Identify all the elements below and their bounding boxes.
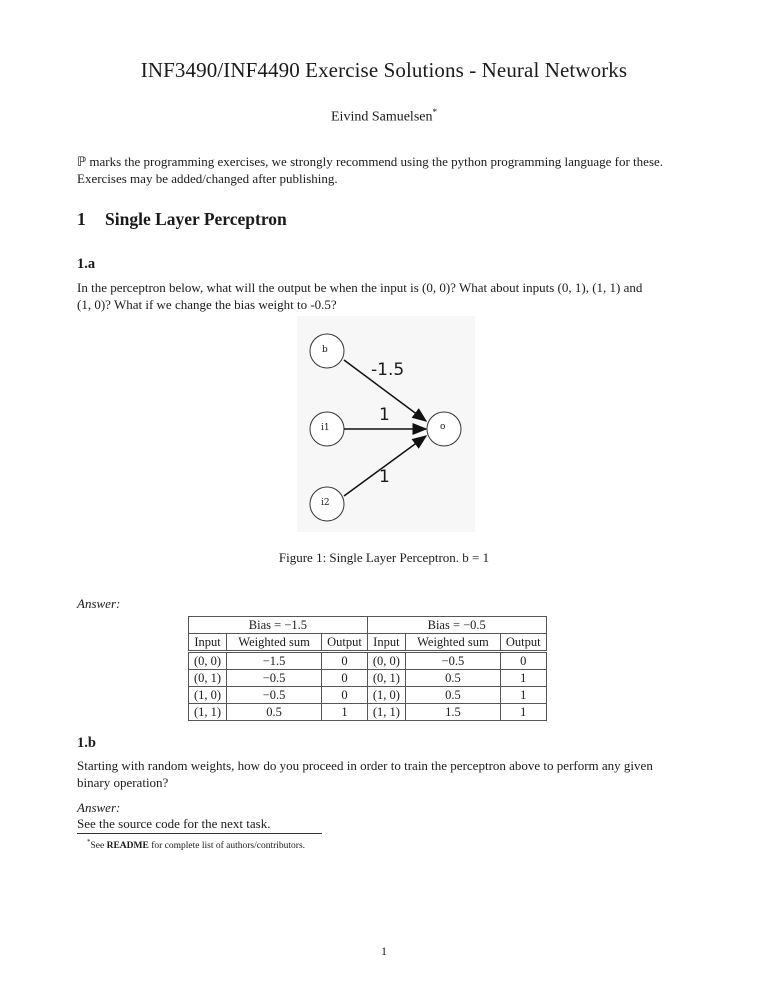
node-input1-label: i1 — [321, 423, 330, 433]
table-cell: 1 — [500, 687, 546, 704]
table-cell: −0.5 — [405, 652, 500, 670]
question-1b — [77, 757, 692, 791]
weight-bias-label: -1.5 — [371, 360, 405, 380]
footnote-rule — [77, 833, 322, 834]
table-cell: (1, 0) — [189, 687, 227, 704]
document-title: INF3490/INF4490 Exercise Solutions - Neural Networks — [140, 58, 628, 82]
footnote-mark: * — [87, 838, 91, 846]
footnote-text: See — [90, 841, 107, 852]
table-row — [189, 652, 547, 670]
section-number: 1 — [77, 209, 86, 229]
footnote-mark: * — [432, 107, 437, 117]
table-cell: (0, 1) — [367, 670, 405, 687]
answer-1b: See the source code for the next task. — [77, 816, 271, 831]
column-header: Input — [367, 634, 405, 652]
table-header-row — [189, 634, 547, 652]
intro-line-2: Exercises may be added/changed after publishing. — [77, 171, 338, 186]
table-cell: 1 — [322, 704, 368, 721]
page-number: 1 — [381, 944, 387, 958]
table-cell: −0.5 — [227, 670, 322, 687]
table-cell: 0.5 — [405, 670, 500, 687]
table-cell: 0.5 — [227, 704, 322, 721]
table-row — [189, 687, 547, 704]
answer-label-1a: Answer: — [77, 596, 121, 611]
section-title: Single Layer Perceptron — [105, 209, 287, 229]
results-table — [188, 616, 547, 721]
table-cell: (1, 1) — [189, 704, 227, 721]
weight-input2-label: 1 — [379, 467, 390, 487]
table-cell: 0 — [322, 687, 368, 704]
node-bias-label: b — [322, 345, 328, 355]
column-header: Input — [189, 634, 227, 652]
section-heading — [77, 209, 287, 230]
question-1b-line-2: binary operation? — [77, 775, 169, 790]
footnote — [77, 838, 305, 851]
perceptron-figure — [297, 316, 475, 532]
footnote-text: for complete list of authors/contributors. — [148, 841, 306, 852]
node-output-label: o — [440, 422, 446, 432]
node-input2-label: i2 — [321, 498, 330, 508]
table-cell: (1, 1) — [367, 704, 405, 721]
subsection-1b-heading: 1.b — [77, 735, 96, 751]
table-cell: 0 — [322, 670, 368, 687]
question-1a — [77, 279, 692, 313]
answer-label-1b: Answer: — [77, 800, 121, 815]
table-cell: (1, 0) — [367, 687, 405, 704]
table-cell: 0.5 — [405, 687, 500, 704]
readme-reference: README — [106, 841, 149, 852]
column-header: Weighted sum — [405, 634, 500, 652]
table-group-header-row — [189, 617, 547, 634]
table-row — [189, 704, 547, 721]
question-1a-line-2: (1, 0)? What if we change the bias weight to -0.5? — [77, 297, 337, 312]
table-cell: (0, 0) — [189, 652, 227, 670]
table-cell: (0, 0) — [367, 652, 405, 670]
intro-paragraph — [77, 153, 692, 187]
table-cell: (0, 1) — [189, 670, 227, 687]
column-header: Output — [322, 634, 368, 652]
author-name: Eivind Samuelsen — [331, 109, 433, 125]
group-header-bias-minus-1-5: Bias = −1.5 — [189, 617, 368, 634]
intro-line-1: ℙ marks the programming exercises, we strongly recommend using the python programming language for these. — [77, 154, 664, 169]
group-header-bias-minus-0-5: Bias = −0.5 — [367, 617, 546, 634]
table-cell: 0 — [500, 652, 546, 670]
subsection-1a-heading: 1.a — [77, 256, 96, 272]
table-cell: −1.5 — [227, 652, 322, 670]
figure-caption: Figure 1: Single Layer Perceptron. b = 1 — [278, 550, 490, 565]
question-1b-line-1: Starting with random weights, how do you proceed in order to train the perceptron above to perform any given — [77, 758, 653, 773]
table-cell: 1 — [500, 704, 546, 721]
column-header: Output — [500, 634, 546, 652]
question-1a-line-1: In the perceptron below, what will the output be when the input is (0, 0)? What about inputs (0, 1), (1, 1) and — [77, 280, 643, 295]
column-header: Weighted sum — [227, 634, 322, 652]
weight-input1-label: 1 — [379, 405, 390, 425]
table-cell: 0 — [322, 652, 368, 670]
author — [0, 107, 768, 126]
table-cell: 1.5 — [405, 704, 500, 721]
table-cell: −0.5 — [227, 687, 322, 704]
table-cell: 1 — [500, 670, 546, 687]
table-row — [189, 670, 547, 687]
